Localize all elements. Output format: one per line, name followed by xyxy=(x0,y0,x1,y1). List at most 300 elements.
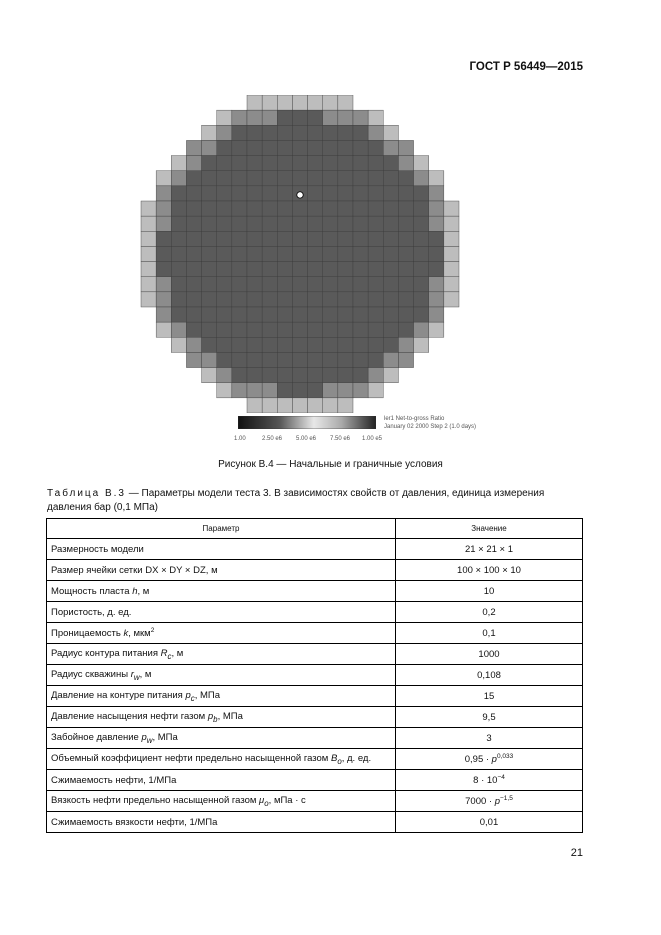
value-symbol: p xyxy=(491,754,497,766)
grid-cell xyxy=(292,262,307,277)
grid-cell xyxy=(308,352,323,367)
grid-cell xyxy=(308,140,323,155)
grid-cell xyxy=(338,337,353,352)
grid-cell xyxy=(186,292,201,307)
grid-cell xyxy=(429,216,444,231)
grid-cell xyxy=(262,186,277,201)
param-cell xyxy=(47,644,396,665)
grid-cell xyxy=(323,186,338,201)
grid-cell xyxy=(398,156,413,171)
grid-cell xyxy=(202,171,217,186)
param-unit: , МПа xyxy=(194,689,220,701)
grid-cell xyxy=(353,110,368,125)
grid-cell xyxy=(323,216,338,231)
grid-cell xyxy=(232,292,247,307)
param-symbol: k xyxy=(123,628,129,640)
grid-cell xyxy=(217,110,232,125)
grid-cell xyxy=(368,383,383,398)
param-symbol: R xyxy=(160,647,168,659)
grid-cell xyxy=(156,186,171,201)
grid-cell xyxy=(202,277,217,292)
grid-cell xyxy=(232,277,247,292)
param-unit: , м xyxy=(171,647,184,659)
grid-cell xyxy=(323,292,338,307)
grid-cell xyxy=(277,201,292,216)
grid-cell xyxy=(368,337,383,352)
grid-cell xyxy=(202,156,217,171)
grid-cell xyxy=(398,231,413,246)
grid-cell xyxy=(308,156,323,171)
table-row xyxy=(47,728,583,749)
grid-cell xyxy=(247,110,262,125)
grid-cell xyxy=(383,186,398,201)
page-number: 21 xyxy=(570,847,583,859)
grid-cell xyxy=(232,337,247,352)
grid-cell xyxy=(186,186,201,201)
grid-cell xyxy=(444,277,459,292)
param-subscript: o xyxy=(264,798,269,808)
grid-cell xyxy=(338,171,353,186)
grid-cell xyxy=(444,246,459,261)
grid-cell xyxy=(398,186,413,201)
colorbar-legend xyxy=(384,415,476,431)
grid-cell xyxy=(247,292,262,307)
grid-cell xyxy=(414,201,429,216)
grid-cell xyxy=(171,337,186,352)
grid-cell xyxy=(277,171,292,186)
grid-cell xyxy=(156,201,171,216)
grid-cell xyxy=(202,216,217,231)
param-text: Радиус скважины xyxy=(51,668,131,680)
grid-cell xyxy=(368,307,383,322)
grid-cell xyxy=(383,277,398,292)
grid-cell xyxy=(429,262,444,277)
param-text: Давление насыщения нефти газом xyxy=(51,710,208,722)
grid-cell xyxy=(232,262,247,277)
grid-cell xyxy=(414,231,429,246)
grid-cell xyxy=(171,156,186,171)
grid-cell xyxy=(353,156,368,171)
grid-cell xyxy=(156,231,171,246)
grid-cell xyxy=(186,231,201,246)
grid-cell xyxy=(232,186,247,201)
grid-cell xyxy=(186,277,201,292)
grid-cell xyxy=(186,171,201,186)
param-cell xyxy=(47,581,396,602)
value-cell: 0,108 xyxy=(396,665,583,686)
param-symbol: p xyxy=(141,731,147,743)
value-cell: 100 × 100 × 10 xyxy=(396,560,583,581)
param-cell: Пористость, д. ед. xyxy=(47,602,396,623)
grid-cell xyxy=(353,262,368,277)
table-label: Таблица В.3 xyxy=(47,488,126,499)
grid-cell xyxy=(398,140,413,155)
value-cell: 10 xyxy=(396,581,583,602)
grid-cell xyxy=(414,171,429,186)
grid-cell xyxy=(414,216,429,231)
grid-cell xyxy=(171,201,186,216)
grid-cell xyxy=(232,352,247,367)
grid-cell xyxy=(368,125,383,140)
grid-cell xyxy=(383,246,398,261)
grid-cell xyxy=(232,307,247,322)
grid-cell xyxy=(247,201,262,216)
grid-cell xyxy=(247,322,262,337)
table-row xyxy=(47,665,583,686)
grid-cell xyxy=(217,216,232,231)
param-cell: Размерность модели xyxy=(47,539,396,560)
grid-cell xyxy=(398,262,413,277)
param-cell xyxy=(47,728,396,749)
grid-cell xyxy=(383,292,398,307)
table-row xyxy=(47,686,583,707)
grid-cell xyxy=(338,246,353,261)
grid-cell xyxy=(217,125,232,140)
grid-cell xyxy=(353,231,368,246)
grid-cell xyxy=(217,140,232,155)
colorbar-tick: 1.00 xyxy=(234,436,246,442)
grid-cell xyxy=(383,171,398,186)
grid-cell xyxy=(353,125,368,140)
grid-cell xyxy=(247,337,262,352)
table-title xyxy=(47,487,587,514)
grid-cell xyxy=(353,201,368,216)
table-row xyxy=(47,770,583,791)
grid-cell xyxy=(414,292,429,307)
grid-cell xyxy=(232,125,247,140)
grid-cell xyxy=(383,337,398,352)
grid-cell xyxy=(202,322,217,337)
grid-cell xyxy=(429,231,444,246)
grid-cell xyxy=(186,307,201,322)
grid-cell xyxy=(338,352,353,367)
grid-cell xyxy=(398,292,413,307)
param-cell xyxy=(47,791,396,812)
value-text: 7000 · xyxy=(465,796,495,808)
param-text: Мощность пласта xyxy=(51,585,133,597)
grid-cell xyxy=(277,95,292,110)
value-cell: 15 xyxy=(396,686,583,707)
grid-cell xyxy=(398,322,413,337)
grid-cell xyxy=(323,95,338,110)
grid-cell xyxy=(292,368,307,383)
grid-cell xyxy=(217,171,232,186)
grid-cell xyxy=(217,156,232,171)
grid-cell xyxy=(247,95,262,110)
grid-cell xyxy=(171,216,186,231)
grid-cell xyxy=(141,246,156,261)
colorbar xyxy=(238,416,376,429)
grid-cell xyxy=(383,201,398,216)
grid-cell xyxy=(292,277,307,292)
grid-cell xyxy=(353,277,368,292)
grid-cell xyxy=(383,231,398,246)
grid-cell xyxy=(444,216,459,231)
grid-cell xyxy=(414,307,429,322)
grid-cell xyxy=(308,125,323,140)
grid-cell xyxy=(262,125,277,140)
grid-cell xyxy=(262,398,277,413)
grid-cell xyxy=(308,337,323,352)
grid-cell xyxy=(262,368,277,383)
grid-cell xyxy=(398,277,413,292)
grid-cell xyxy=(232,171,247,186)
grid-cell xyxy=(414,156,429,171)
grid-cell xyxy=(262,352,277,367)
param-cell xyxy=(47,707,396,728)
grid-cell xyxy=(141,216,156,231)
grid-cell xyxy=(277,322,292,337)
table-header-row xyxy=(47,519,583,539)
grid-cell xyxy=(262,156,277,171)
value-cell: 0,1 xyxy=(396,623,583,644)
grid-cell xyxy=(338,156,353,171)
grid-cell xyxy=(338,231,353,246)
grid-cell xyxy=(308,277,323,292)
table-row xyxy=(47,581,583,602)
param-unit: , МПа xyxy=(152,731,178,743)
grid-cell xyxy=(171,322,186,337)
grid-cell xyxy=(353,352,368,367)
header-param: Параметр xyxy=(47,519,396,539)
grid-cell xyxy=(141,277,156,292)
grid-cell xyxy=(353,246,368,261)
grid-cell xyxy=(217,383,232,398)
grid-cell xyxy=(277,292,292,307)
grid-cell xyxy=(323,231,338,246)
grid-cell xyxy=(217,292,232,307)
grid-cell xyxy=(368,277,383,292)
grid-cell xyxy=(202,307,217,322)
grid-cell xyxy=(277,246,292,261)
grid-cell xyxy=(323,110,338,125)
param-text: Давление на контуре питания xyxy=(51,689,186,701)
colorbar-tick: 7.50 e6 xyxy=(330,436,351,442)
grid-cell xyxy=(232,368,247,383)
grid-cell xyxy=(414,322,429,337)
grid-cell xyxy=(247,186,262,201)
param-text: Объемный коэффициент нефти предельно насыщенной газом xyxy=(51,752,331,764)
grid-cell xyxy=(232,231,247,246)
grid-cell xyxy=(277,368,292,383)
grid-cell xyxy=(323,125,338,140)
grid-cell xyxy=(277,337,292,352)
grid-cell xyxy=(171,307,186,322)
grid-cell xyxy=(247,383,262,398)
param-cell: Сжимаемость нефти, 1/МПа xyxy=(47,770,396,791)
grid-cell xyxy=(308,383,323,398)
grid-cell xyxy=(368,292,383,307)
grid-cell xyxy=(308,171,323,186)
grid-cell xyxy=(323,171,338,186)
grid-cell xyxy=(247,140,262,155)
grid-cell xyxy=(398,216,413,231)
grid-cell xyxy=(383,262,398,277)
param-text: Проницаемость xyxy=(51,628,124,640)
param-unit: , м xyxy=(139,668,152,680)
grid-cell xyxy=(368,246,383,261)
grid-cell xyxy=(217,201,232,216)
grid-cell xyxy=(156,277,171,292)
grid-cell xyxy=(292,383,307,398)
grid-cell xyxy=(383,307,398,322)
grid-cell xyxy=(262,140,277,155)
grid-cell xyxy=(398,171,413,186)
grid-cell xyxy=(277,216,292,231)
grid-cell xyxy=(398,201,413,216)
grid-cell xyxy=(338,125,353,140)
grid-cell xyxy=(156,307,171,322)
param-symbol: p xyxy=(185,689,191,701)
grid-cell xyxy=(156,262,171,277)
param-unit: , мкм xyxy=(128,628,151,640)
param-unit: , мПа · с xyxy=(268,794,306,806)
grid-cell xyxy=(292,110,307,125)
grid-cell xyxy=(262,277,277,292)
grid-cell xyxy=(429,307,444,322)
param-symbol: p xyxy=(207,710,214,722)
grid-cell xyxy=(217,337,232,352)
param-subscript: b xyxy=(213,714,218,724)
grid-cell xyxy=(262,307,277,322)
grid-cell xyxy=(292,216,307,231)
grid-cell xyxy=(383,352,398,367)
grid-cell xyxy=(383,140,398,155)
grid-cell xyxy=(277,125,292,140)
grid-cell xyxy=(232,110,247,125)
grid-cell xyxy=(202,337,217,352)
grid-cell xyxy=(217,368,232,383)
grid-cell xyxy=(353,322,368,337)
grid-cell xyxy=(429,186,444,201)
param-text: Радиус контура питания xyxy=(51,647,161,659)
grid-cell xyxy=(262,110,277,125)
grid-cell xyxy=(277,398,292,413)
grid-cell xyxy=(429,246,444,261)
grid-cell xyxy=(186,262,201,277)
grid-cell xyxy=(398,352,413,367)
grid-cell xyxy=(338,322,353,337)
grid-cell xyxy=(277,383,292,398)
grid-cell xyxy=(398,246,413,261)
grid-cell xyxy=(368,186,383,201)
grid-cell xyxy=(353,171,368,186)
grid-cell xyxy=(247,216,262,231)
parameters-table xyxy=(46,518,583,833)
colorbar-tick: 5.00 e6 xyxy=(296,436,317,442)
table-row xyxy=(47,812,583,833)
grid-cell xyxy=(323,201,338,216)
grid-cell xyxy=(429,292,444,307)
grid-cell xyxy=(323,156,338,171)
grid-cell xyxy=(444,201,459,216)
grid-cell xyxy=(186,201,201,216)
grid-cell xyxy=(156,292,171,307)
param-cell xyxy=(47,623,396,644)
grid-cell xyxy=(368,140,383,155)
table-row xyxy=(47,602,583,623)
grid-cell xyxy=(217,277,232,292)
param-cell: Сжимаемость вязкости нефти, 1/МПа xyxy=(47,812,396,833)
grid-cell xyxy=(247,246,262,261)
grid-cell xyxy=(262,337,277,352)
grid-cell xyxy=(323,322,338,337)
grid-cell xyxy=(368,352,383,367)
grid-cell xyxy=(141,201,156,216)
grid-cell xyxy=(262,383,277,398)
grid-cell xyxy=(429,171,444,186)
grid-cell xyxy=(217,186,232,201)
grid-cell xyxy=(217,231,232,246)
grid-cell xyxy=(398,307,413,322)
header-value: Значение xyxy=(396,519,583,539)
grid-cell xyxy=(368,231,383,246)
grid-cell xyxy=(292,156,307,171)
grid-cell xyxy=(186,246,201,261)
table-row xyxy=(47,707,583,728)
grid-cell xyxy=(383,322,398,337)
grid-cell xyxy=(353,186,368,201)
grid-cell xyxy=(338,277,353,292)
grid-cell xyxy=(292,398,307,413)
grid-cell xyxy=(171,186,186,201)
grid-cell xyxy=(383,156,398,171)
grid-cell xyxy=(368,201,383,216)
grid-cell xyxy=(353,216,368,231)
grid-cell xyxy=(186,322,201,337)
grid-cell xyxy=(444,292,459,307)
grid-cell xyxy=(202,352,217,367)
value-cell: 3 xyxy=(396,728,583,749)
table-row xyxy=(47,623,583,644)
grid-cell xyxy=(247,171,262,186)
grid-cell xyxy=(368,156,383,171)
standard-header: ГОСТ Р 56449—2015 xyxy=(469,61,583,73)
value-cell xyxy=(396,770,583,791)
param-cell: Размер ячейки сетки DX × DY × DZ, м xyxy=(47,560,396,581)
grid-cell xyxy=(141,262,156,277)
param-subscript: o xyxy=(337,756,342,766)
grid-cell xyxy=(338,140,353,155)
grid-cell xyxy=(202,292,217,307)
grid-cell xyxy=(398,337,413,352)
grid-cell xyxy=(292,125,307,140)
grid-cell xyxy=(368,110,383,125)
grid-cell xyxy=(156,171,171,186)
reservoir-grid-figure xyxy=(138,95,462,413)
grid-cell xyxy=(186,140,201,155)
grid-cell xyxy=(277,156,292,171)
grid-cell xyxy=(171,231,186,246)
grid-cell xyxy=(292,292,307,307)
figure-caption: Рисунок В.4 — Начальные и граничные условия xyxy=(218,459,443,470)
grid-cell xyxy=(383,125,398,140)
grid-cell xyxy=(368,171,383,186)
grid-cell xyxy=(338,307,353,322)
grid-cell xyxy=(247,156,262,171)
grid-cell xyxy=(262,262,277,277)
grid-cell xyxy=(202,368,217,383)
grid-cell xyxy=(292,322,307,337)
param-unit: , м xyxy=(137,585,150,597)
value-cell: 9,5 xyxy=(396,707,583,728)
grid-cell xyxy=(429,277,444,292)
grid-cell xyxy=(414,277,429,292)
colorbar-tick: 1.00 e5 xyxy=(362,436,383,442)
grid-cell xyxy=(232,201,247,216)
grid-cell xyxy=(292,246,307,261)
value-text: 8 · 10 xyxy=(473,775,498,787)
